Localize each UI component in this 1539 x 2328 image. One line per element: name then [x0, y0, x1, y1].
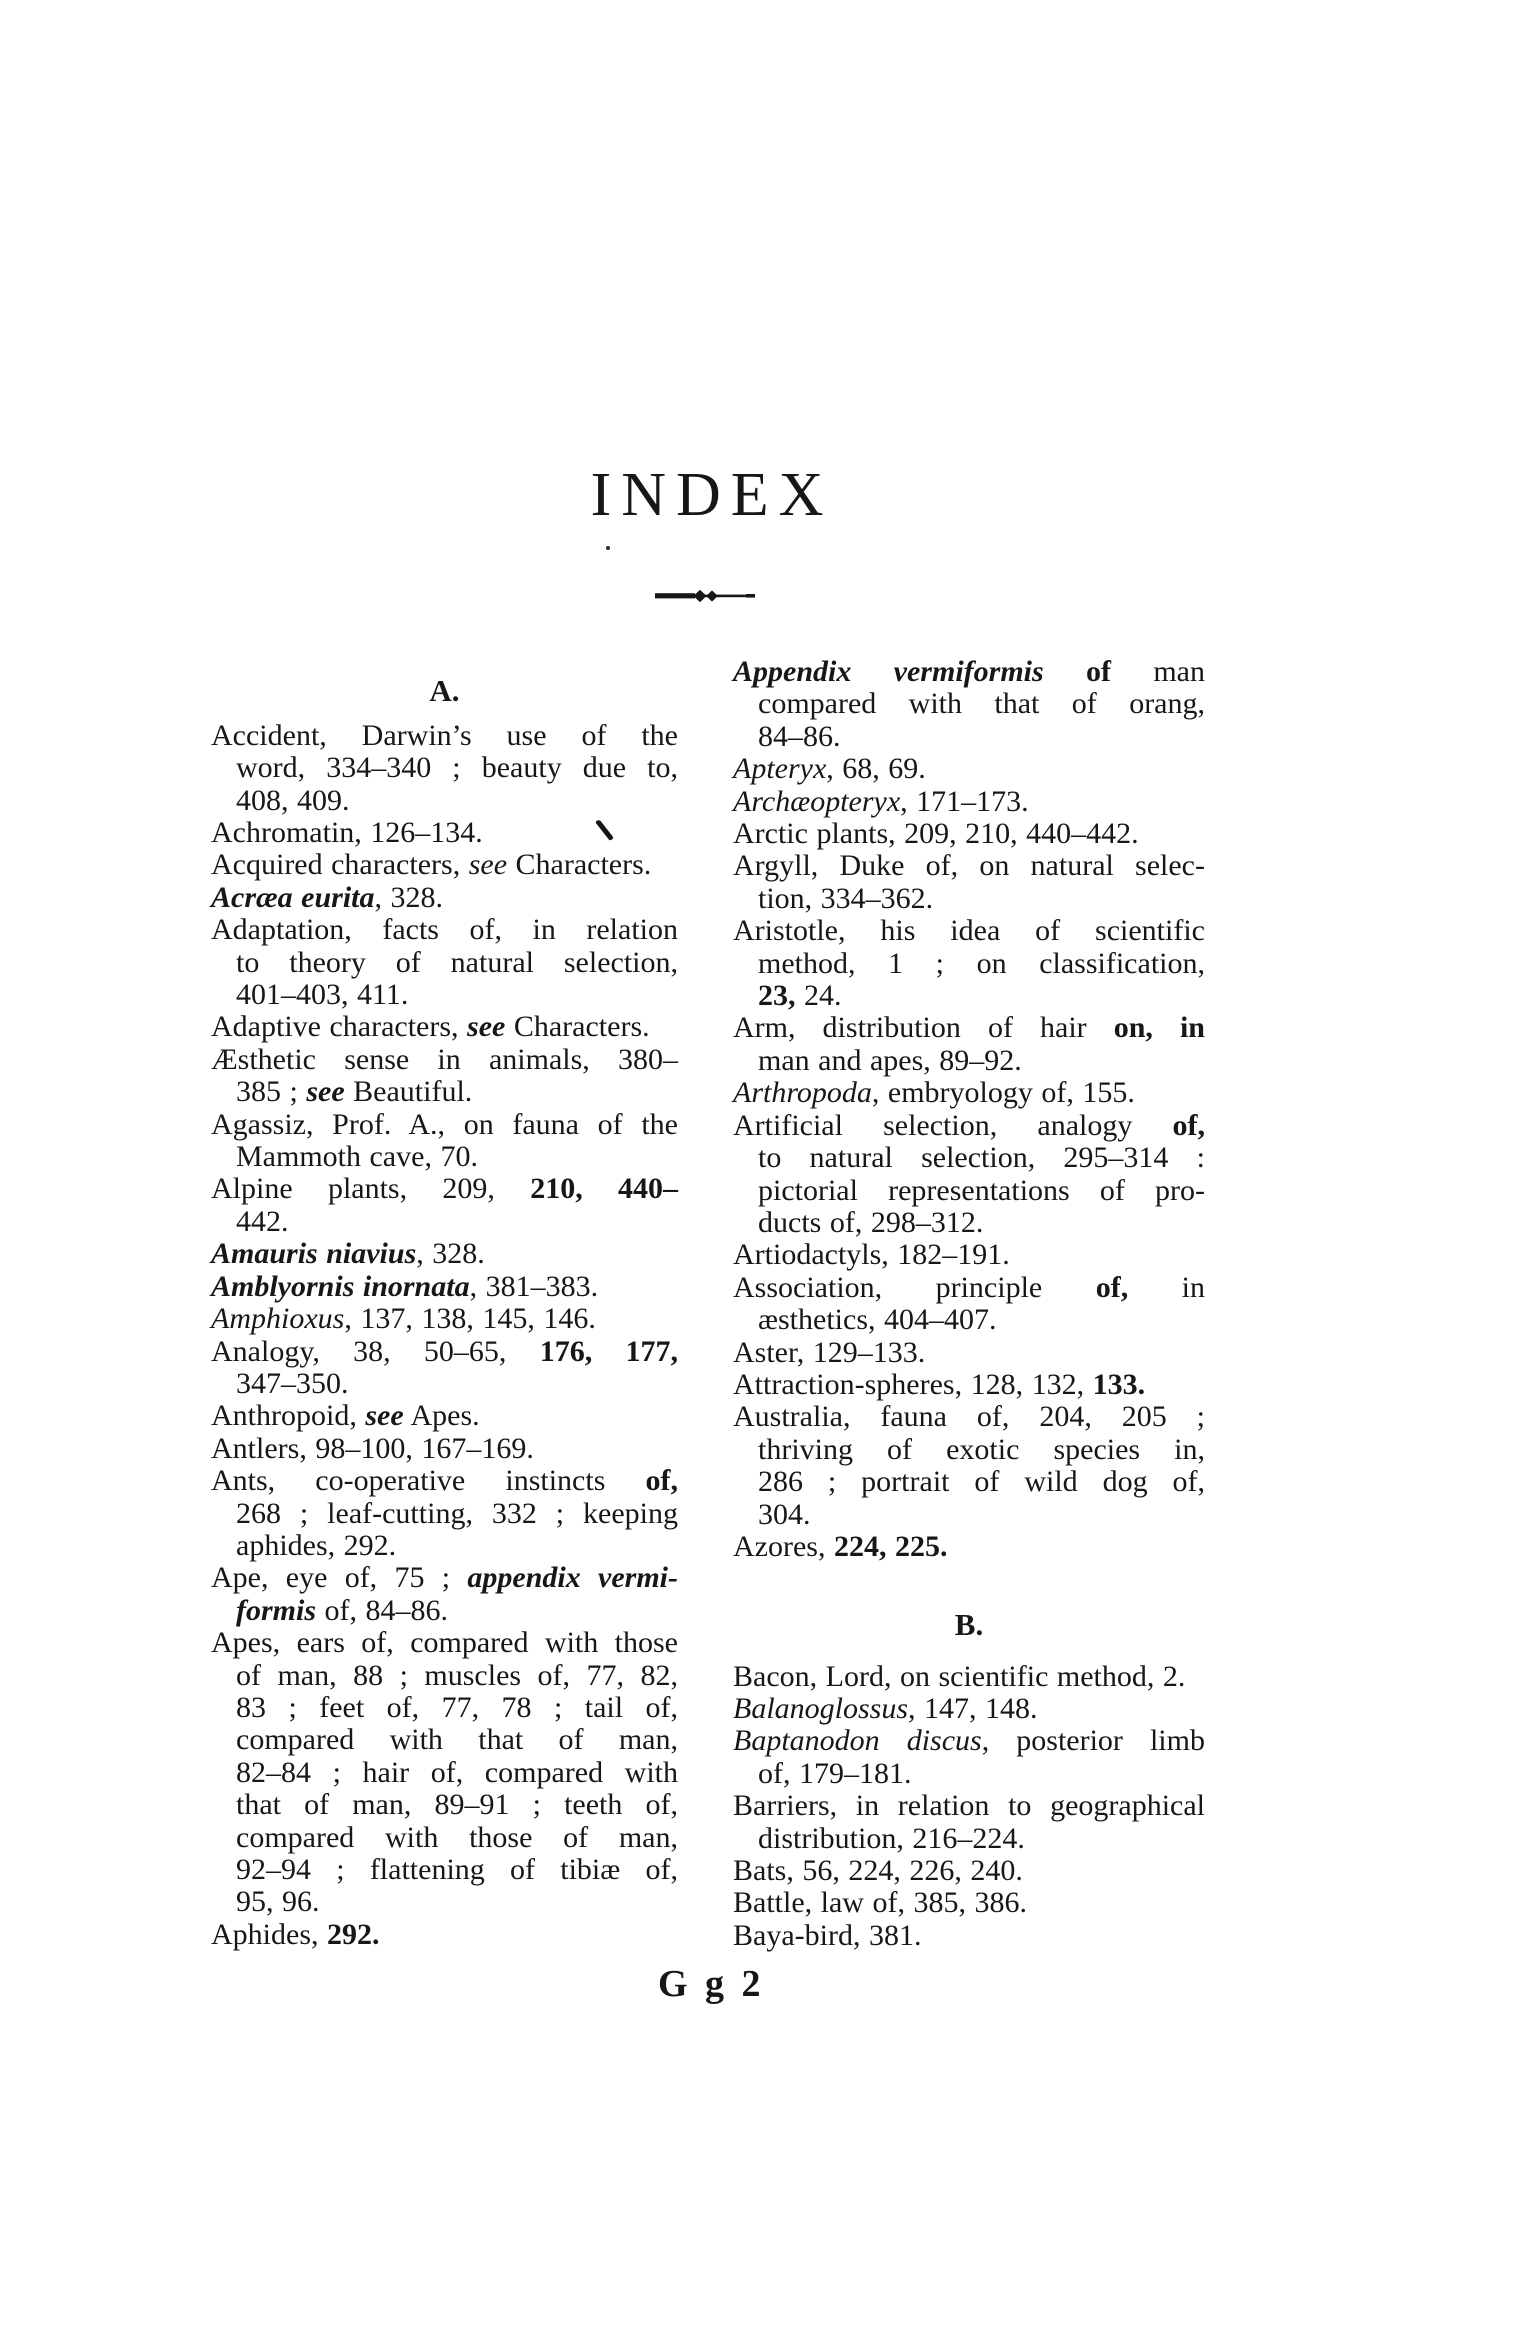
text-segment: Characters.: [507, 848, 652, 882]
entry-line: [211, 1433, 678, 1465]
text-segment: appendix vermi-: [467, 1561, 678, 1595]
text-segment: of, 179–181.: [758, 1756, 912, 1790]
text-segment: 286 ; portrait of wild dog of,: [758, 1465, 1205, 1499]
text-segment: 224, 225.: [833, 1529, 948, 1563]
entry-line: [758, 688, 1205, 720]
text-segment: aphides, 292.: [236, 1528, 397, 1562]
entry-line: [236, 1206, 678, 1238]
text-segment: Balanoglossus: [733, 1691, 909, 1725]
entry-line: [211, 1627, 678, 1659]
index-entry: [733, 753, 1205, 785]
entry-line: [236, 1660, 678, 1692]
index-entry: [211, 1562, 678, 1627]
index-entry: [211, 1173, 678, 1238]
section-header-a: A.: [429, 673, 460, 709]
entry-line: [758, 1207, 1205, 1239]
index-entry: [733, 656, 1205, 753]
entry-line: [733, 1110, 1205, 1142]
index-entry: [733, 1531, 1205, 1563]
text-segment: man and apes, 89–92.: [758, 1043, 1022, 1077]
entry-line: [236, 1076, 678, 1108]
entry-line: [733, 1369, 1205, 1401]
text-segment: , 328.: [374, 880, 444, 914]
text-segment: , 68, 69.: [826, 752, 926, 786]
entry-line: [211, 1465, 678, 1497]
entry-line: [211, 1562, 678, 1594]
entry-line: [236, 1724, 678, 1756]
entry-line: [733, 1239, 1205, 1271]
text-segment: Characters.: [505, 1010, 650, 1044]
entry-line: [236, 1692, 678, 1724]
entry-line: [211, 1400, 678, 1432]
text-segment: that of man, 89–91 ; teeth of,: [236, 1788, 678, 1822]
entry-line: [758, 1434, 1205, 1466]
text-segment: Acræa eurita: [211, 880, 375, 914]
text-segment: Bacon, Lord, on scientific method, 2.: [733, 1659, 1186, 1693]
index-entry: [733, 1855, 1205, 1887]
index-column-left: [211, 655, 678, 1951]
entry-line: [211, 914, 678, 946]
text-segment: Adaptive characters,: [211, 1010, 468, 1044]
page-title: INDEX: [590, 461, 834, 529]
entry-line: [236, 979, 678, 1011]
text-segment: 385 ;: [236, 1075, 307, 1109]
index-entry: [211, 849, 678, 881]
index-entry: [211, 1109, 678, 1174]
text-segment: Aphides,: [211, 1917, 327, 1951]
entry-line: [211, 1919, 678, 1951]
text-segment: compared with that of man,: [236, 1723, 678, 1757]
entry-line: [236, 1141, 678, 1173]
section-a-entries-left: [211, 720, 678, 1951]
text-segment: Achromatin, 126–134.: [211, 816, 483, 850]
entry-line: [211, 1044, 678, 1076]
text-segment: of man, 88 ; muscles of, 77, 82,: [236, 1658, 678, 1692]
text-segment: Ants, co-operative instincts: [211, 1464, 646, 1498]
text-segment: Artificial selection, analogy: [733, 1108, 1173, 1142]
text-segment: 442.: [236, 1204, 289, 1238]
text-segment: pictorial representations of pro-: [758, 1173, 1205, 1207]
text-segment: 84–86.: [758, 719, 841, 753]
text-segment: Beautiful.: [344, 1075, 473, 1109]
entry-line: [236, 1854, 678, 1886]
signature-mark: G g 2: [658, 1963, 762, 2005]
text-segment: of: [1086, 655, 1112, 688]
index-entry: [211, 914, 678, 1011]
index-entry: [733, 1401, 1205, 1531]
entry-line: [211, 1173, 678, 1205]
index-entry: [211, 1271, 678, 1303]
entry-line: [211, 720, 678, 752]
entry-line: [733, 1077, 1205, 1109]
text-segment: 95, 96.: [236, 1885, 320, 1919]
text-segment: see: [468, 848, 508, 882]
entry-line: [758, 1175, 1205, 1207]
text-segment: Association, principle: [733, 1270, 1096, 1304]
text-segment: Aster, 129–133.: [733, 1335, 926, 1369]
text-segment: 92–94 ; flattening of tibiæ of,: [236, 1853, 678, 1887]
index-entry: [733, 1012, 1205, 1077]
text-segment: Azores,: [733, 1529, 834, 1563]
text-segment: of, 84–86.: [316, 1593, 449, 1627]
index-entry: [733, 1790, 1205, 1855]
text-segment: , 171–173.: [900, 784, 1029, 818]
entry-line: [758, 883, 1205, 915]
entry-line: [211, 1011, 678, 1043]
text-segment: tion, 334–362.: [758, 881, 934, 915]
text-segment: word, 334–340 ; beauty due to,: [236, 751, 678, 785]
index-entry: [733, 1239, 1205, 1271]
text-segment: , embryology of, 155.: [871, 1076, 1135, 1110]
text-segment: æsthetics, 404–407.: [758, 1303, 997, 1337]
section-a-entries-right: [733, 656, 1205, 1563]
text-segment: Battle, law of, 385, 386.: [733, 1886, 1027, 1920]
divider-rule-icon: [655, 589, 755, 603]
text-segment: of,: [1095, 1270, 1129, 1304]
text-segment: 23,: [758, 979, 796, 1013]
index-entry: [211, 1433, 678, 1465]
text-segment: Apes.: [403, 1399, 480, 1433]
text-segment: Baya-bird, 381.: [733, 1918, 922, 1952]
text-segment: Acquired characters,: [211, 848, 469, 882]
text-segment: Æsthetic sense in animals, 380–: [211, 1042, 678, 1076]
text-segment: to theory of natural selection,: [236, 945, 678, 979]
entry-line: [733, 656, 1205, 688]
text-segment: Baptanodon discus: [733, 1724, 982, 1758]
ink-speck: [606, 546, 610, 550]
text-segment: Australia, fauna of, 204, 205 ;: [733, 1400, 1205, 1434]
index-entry: [733, 915, 1205, 1012]
text-segment: [1044, 655, 1086, 688]
text-segment: Accident, Darwin’s use of the: [211, 718, 678, 752]
entry-line: [236, 1822, 678, 1854]
text-segment: in: [1128, 1270, 1205, 1304]
text-segment: Aristotle, his idea of scientific: [733, 914, 1205, 948]
entry-line: [758, 1758, 1205, 1790]
text-segment: Adaptation, facts of, in relation: [211, 913, 678, 947]
index-entry: [733, 1661, 1205, 1693]
index-entry: [733, 1337, 1205, 1369]
entry-line: [236, 1789, 678, 1821]
text-segment: thriving of exotic species in,: [758, 1432, 1205, 1466]
index-entry: [211, 1303, 678, 1335]
entry-line: [211, 849, 678, 881]
text-segment: Apteryx: [733, 752, 827, 786]
entry-line: [733, 1661, 1205, 1693]
text-segment: Arthropoda: [733, 1076, 872, 1110]
entry-line: [733, 1855, 1205, 1887]
index-entry: [733, 1077, 1205, 1109]
entry-line: [733, 1887, 1205, 1919]
text-segment: method, 1 ; on classification,: [758, 946, 1205, 980]
text-segment: Amauris niavius: [211, 1237, 417, 1271]
index-entry: [733, 1110, 1205, 1240]
entry-line: [733, 1920, 1205, 1952]
entry-line: [733, 1272, 1205, 1304]
text-segment: Alpine plants, 209,: [211, 1172, 531, 1206]
section-b-entries: [733, 1661, 1205, 1953]
entry-line: [236, 785, 678, 817]
text-segment: 401–403, 411.: [236, 978, 409, 1012]
entry-line: [733, 1012, 1205, 1044]
entry-line: [733, 753, 1205, 785]
entry-line: [236, 947, 678, 979]
entry-line: [733, 1790, 1205, 1822]
text-segment: Appendix vermiformis: [733, 655, 1044, 688]
entry-line: [758, 1304, 1205, 1336]
text-segment: Archæopteryx: [733, 784, 901, 818]
text-segment: of,: [645, 1464, 678, 1498]
text-segment: compared with that of orang,: [758, 687, 1205, 721]
entry-line: [758, 1142, 1205, 1174]
index-entry: [733, 818, 1205, 850]
text-segment: 82–84 ; hair of, compared with: [236, 1755, 678, 1789]
entry-line: [758, 1823, 1205, 1855]
entry-line: [758, 1045, 1205, 1077]
text-segment: Amblyornis inornata: [211, 1269, 470, 1303]
text-segment: , posterior limb: [981, 1724, 1205, 1758]
index-entry: [733, 1369, 1205, 1401]
text-segment: 347–350.: [236, 1366, 349, 1400]
text-segment: see: [306, 1075, 345, 1109]
entry-line: [733, 1401, 1205, 1433]
text-segment: Barriers, in relation to geographical: [733, 1789, 1205, 1823]
entry-line: [733, 786, 1205, 818]
index-entry: [211, 1627, 678, 1919]
index-entry: [211, 1011, 678, 1043]
text-segment: Analogy, 38, 50–65,: [211, 1334, 540, 1368]
entry-line: [733, 1531, 1205, 1563]
text-segment: Bats, 56, 224, 226, 240.: [733, 1854, 1023, 1887]
entry-line: [758, 948, 1205, 980]
text-segment: 176, 177,: [539, 1334, 678, 1368]
text-segment: Amphioxus: [211, 1302, 345, 1336]
text-segment: to natural selection, 295–314 :: [758, 1141, 1205, 1175]
text-segment: Arctic plants, 209, 210, 440–442.: [733, 817, 1139, 851]
text-segment: 408, 409.: [236, 783, 350, 817]
text-segment: Ape, eye of, 75 ;: [211, 1561, 468, 1595]
entry-line: [758, 1466, 1205, 1498]
index-entry: [211, 1465, 678, 1562]
text-segment: Artiodactyls, 182–191.: [733, 1238, 1010, 1272]
index-entry: [733, 1920, 1205, 1952]
text-segment: Attraction-spheres, 128, 132,: [733, 1367, 1093, 1401]
entry-line: [211, 1271, 678, 1303]
index-column-right: [733, 656, 1205, 1952]
entry-line: [211, 817, 678, 849]
entry-line: [236, 1886, 678, 1918]
text-segment: distribution, 216–224.: [758, 1821, 1025, 1855]
index-entry: [733, 850, 1205, 915]
text-segment: , 147, 148.: [908, 1691, 1038, 1725]
text-segment: , 381–383.: [469, 1269, 599, 1303]
text-segment: 83 ; feet of, 77, 78 ; tail of,: [236, 1690, 678, 1724]
entry-line: [733, 850, 1205, 882]
entry-line: [758, 980, 1205, 1012]
entry-line: [211, 882, 678, 914]
text-segment: 304.: [758, 1497, 811, 1531]
index-entry: [211, 817, 678, 849]
entry-line: [236, 1530, 678, 1562]
text-segment: 24.: [795, 979, 842, 1013]
entry-line: [236, 1368, 678, 1400]
text-segment: Antlers, 98–100, 167–169.: [211, 1431, 534, 1465]
entry-line: [211, 1238, 678, 1270]
text-segment: Apes, ears of, compared with those: [211, 1626, 678, 1660]
entry-line: [733, 818, 1205, 850]
entry-line: [758, 721, 1205, 753]
entry-line: [733, 1337, 1205, 1369]
text-segment: Agassiz, Prof. A., on fauna of the: [211, 1107, 678, 1141]
index-entry: [733, 1887, 1205, 1919]
entry-line: [733, 915, 1205, 947]
text-segment: 133.: [1092, 1367, 1146, 1401]
index-entry: [733, 786, 1205, 818]
text-segment: Anthropoid,: [211, 1399, 366, 1433]
entry-line: [733, 1693, 1205, 1725]
text-segment: Argyll, Duke of, on natural selec-: [733, 849, 1205, 883]
text-segment: Mammoth cave, 70.: [236, 1140, 478, 1174]
entry-line: [211, 1336, 678, 1368]
entry-line: [236, 1498, 678, 1530]
index-entry: [211, 1238, 678, 1270]
text-segment: on, in: [1113, 1011, 1205, 1045]
text-segment: of,: [1172, 1108, 1205, 1142]
text-segment: compared with those of man,: [236, 1820, 678, 1854]
index-entry: [211, 720, 678, 817]
text-segment: see: [365, 1399, 404, 1433]
entry-line: [211, 1109, 678, 1141]
title-divider-ornament: [655, 589, 755, 603]
index-entry: [211, 1400, 678, 1432]
text-segment: 292.: [327, 1917, 380, 1951]
text-segment: 210, 440–: [530, 1172, 678, 1206]
entry-line: [236, 1595, 678, 1627]
entry-line: [236, 1757, 678, 1789]
entry-line: [733, 1725, 1205, 1757]
index-entry: [211, 1919, 678, 1951]
index-entry: [211, 1336, 678, 1401]
text-segment: Arm, distribution of hair: [733, 1011, 1114, 1045]
index-entry: [733, 1272, 1205, 1337]
text-segment: formis: [236, 1593, 317, 1627]
entry-line: [758, 1499, 1205, 1531]
text-segment: 268 ; leaf-cutting, 332 ; keeping: [236, 1496, 678, 1530]
text-segment: , 328.: [416, 1237, 485, 1271]
text-segment: , 137, 138, 145, 146.: [344, 1302, 596, 1336]
index-entry: [733, 1725, 1205, 1790]
text-segment: see: [467, 1010, 506, 1044]
index-entry: [733, 1693, 1205, 1725]
entry-line: [211, 1303, 678, 1335]
entry-line: [236, 752, 678, 784]
index-entry: [211, 1044, 678, 1109]
index-entry: [211, 882, 678, 914]
section-header-b: B.: [954, 1606, 984, 1642]
text-segment: man: [1111, 655, 1205, 688]
text-segment: ducts of, 298–312.: [758, 1205, 984, 1239]
